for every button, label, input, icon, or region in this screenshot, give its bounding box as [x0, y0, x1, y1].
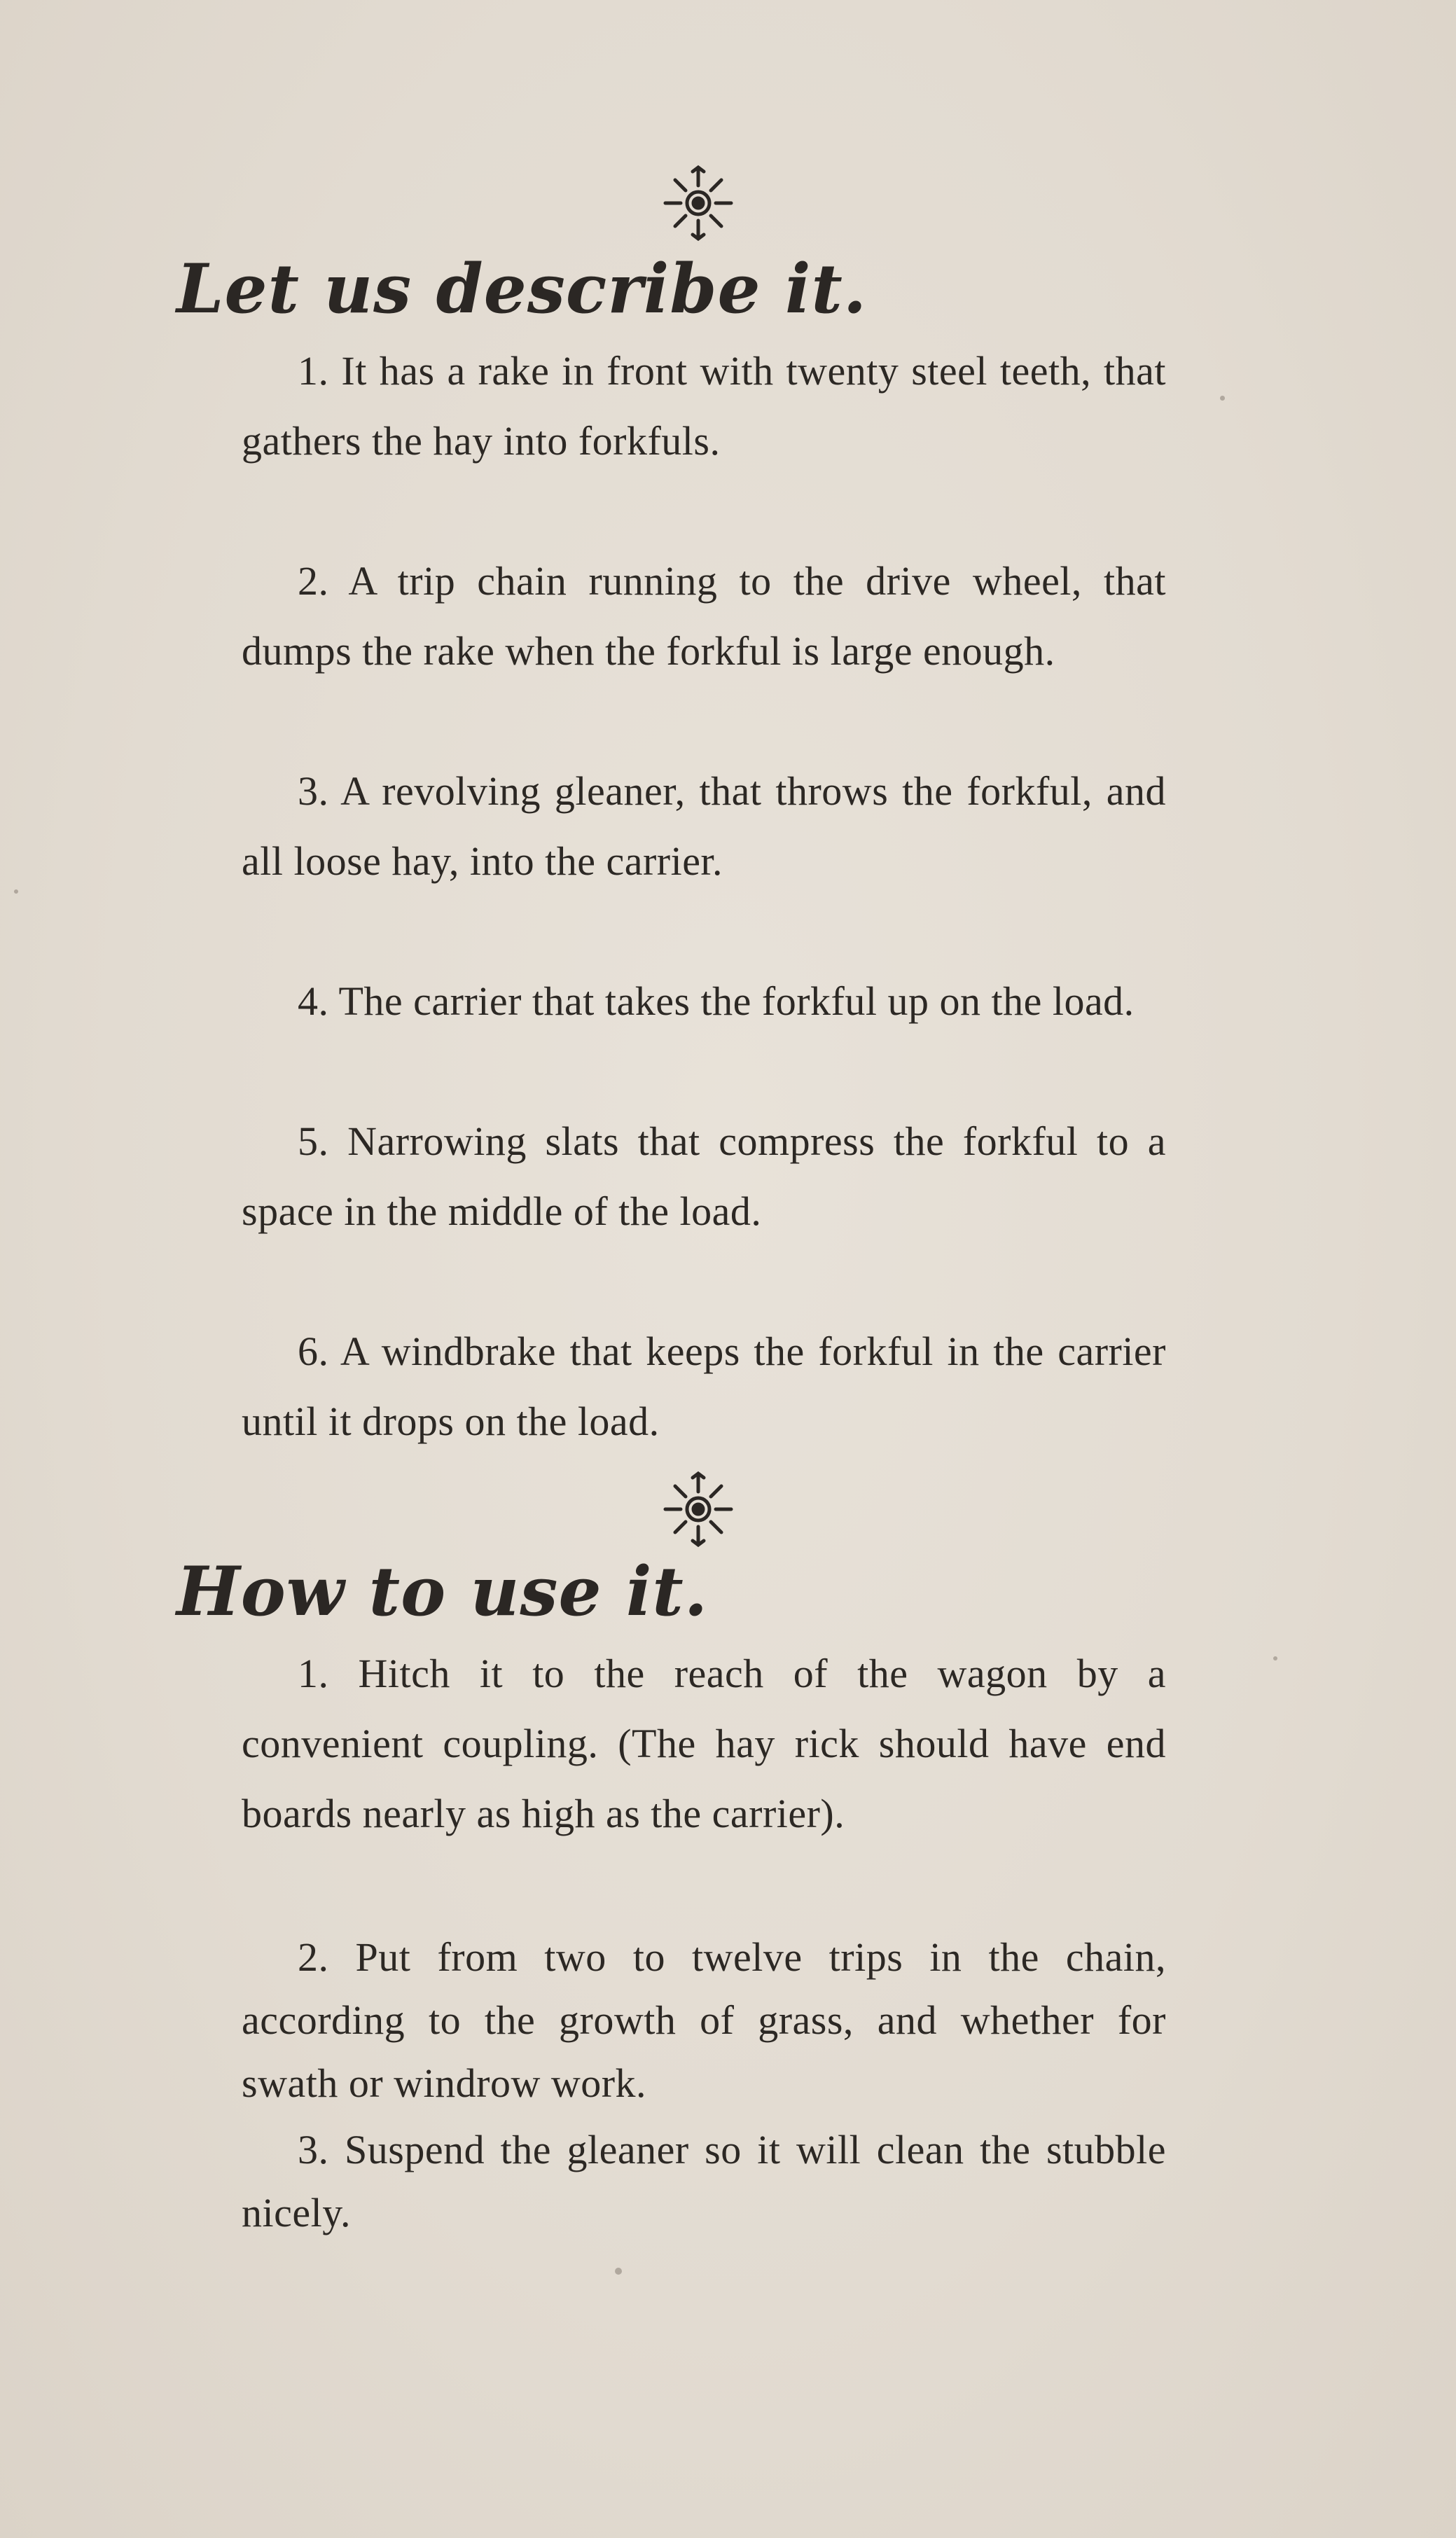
paper-speck [615, 2268, 622, 2275]
list-item: 4. The carrier that takes the forkful up on the load. [298, 978, 1135, 1024]
paper-speck [1273, 1656, 1277, 1660]
list-item: 2. Put from two to twelve trips in the chain, according to the growth of grass, and whether for swath or windrow work. [242, 1934, 1166, 2106]
list-item: 1. It has a rake in front with twenty steel teeth, that gathers the hay into forkfuls. [242, 348, 1166, 464]
paper-speck [1220, 396, 1225, 401]
list-item: 3. A revolving gleaner, that throws the forkful, and all loose hay, into the carrier. [242, 768, 1166, 884]
list-item: 3. Suspend the gleaner so it will clean the stubble nicely. [242, 2127, 1166, 2235]
paper-speck [14, 889, 18, 894]
list-item: 2. A trip chain running to the drive wheel, that dumps the rake when the forkful is large enough. [242, 558, 1166, 674]
sun-ornament-icon [660, 165, 737, 242]
list-item: 1. Hitch it to the reach of the wagon by a convenient coupling. (The hay rick should have end boards nearly as high as the carrier). [242, 1651, 1166, 1836]
section-heading-how-to-use: How to use it. [176, 1552, 709, 1631]
list-item: 5. Narrowing slats that compress the forkful to a space in the middle of the load. [242, 1118, 1166, 1234]
section-heading-describe: Let us describe it. [176, 249, 868, 328]
sun-ornament-icon [660, 1471, 737, 1548]
list-item: 6. A windbrake that keeps the forkful in the carrier until it drops on the load. [242, 1329, 1166, 1444]
